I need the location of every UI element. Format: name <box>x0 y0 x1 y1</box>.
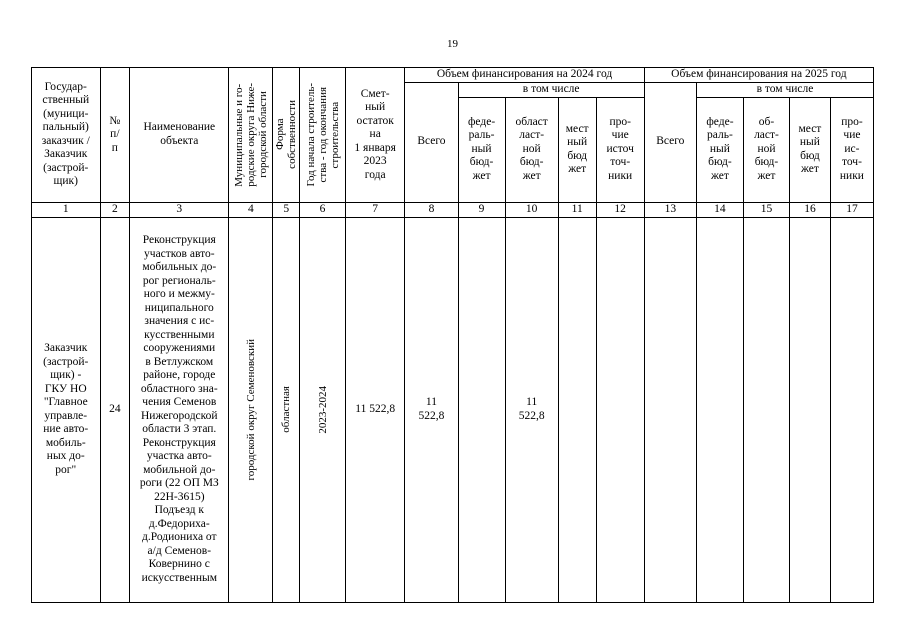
cell-other-2025 <box>830 217 873 602</box>
header-num: № п/ п <box>100 68 130 203</box>
header-years <box>299 68 345 203</box>
column-number: 8 <box>405 202 458 217</box>
header-total-2025: Всего <box>644 82 696 202</box>
column-number: 7 <box>346 202 405 217</box>
column-number: 12 <box>596 202 644 217</box>
cell-municipality-text: городской округ Семеновский <box>244 338 257 481</box>
column-number: 3 <box>130 202 229 217</box>
cell-num: 24 <box>100 217 130 602</box>
header-total-2024: Всего <box>405 82 458 202</box>
header-federal-2024: феде- раль- ный бюд- жет <box>458 97 505 202</box>
cell-ownership-text: областная <box>280 386 293 433</box>
cell-years-text: 2023-2024 <box>316 385 329 434</box>
header-fin-2025: Объем финансирования на 2025 год <box>644 68 873 83</box>
header-object-name: Наименование объекта <box>130 68 229 203</box>
column-number: 6 <box>299 202 345 217</box>
column-number: 14 <box>696 202 743 217</box>
header-estimate: Смет- ный остаток на 1 января 2023 года <box>346 68 405 203</box>
column-number: 5 <box>273 202 300 217</box>
column-number: 17 <box>830 202 873 217</box>
column-number: 11 <box>558 202 596 217</box>
cell-customer: Заказчик (застрой- щик) - ГКУ НО "Главное управле- ние авто- мобиль- ных до- рог" <box>32 217 101 602</box>
cell-local-2024 <box>558 217 596 602</box>
cell-regional-2024: 11 522,8 <box>505 217 558 602</box>
header-regional-2025: об- ласт- ной бюд- жет <box>743 97 789 202</box>
column-number: 13 <box>644 202 696 217</box>
financing-table <box>31 67 874 603</box>
column-number: 10 <box>505 202 558 217</box>
cell-federal-2025 <box>696 217 743 602</box>
header-years-text: Год начала строитель- ства - год окончания строительства <box>304 83 341 187</box>
table-row <box>32 217 874 602</box>
column-number: 9 <box>458 202 505 217</box>
header-federal-2025: феде- раль- ный бюд- жет <box>696 97 743 202</box>
header-local-2024: мест ный бюд жет <box>558 97 596 202</box>
header-regional-2024: област ласт- ной бюд- жет <box>505 97 558 202</box>
column-number: 15 <box>743 202 789 217</box>
cell-object-name: Реконструкция участков авто- мобильных до- рог региональ- ного и межму- ниципального значения с ис- кусственными сооружениями в Ветлужском районе, городе областного зна- чения Семенов Нижегородской области 3 этап. Реконструкция участка авто- мобильной до- роги (22 ОП МЗ 22Н-3615) Подъезд к д.Федориха- д.Родиониха от а/д Семенов- Ковернино с искусственным <box>130 217 229 602</box>
header-local-2025: мест ный бюд жет <box>789 97 830 202</box>
column-number: 4 <box>229 202 273 217</box>
column-number-row <box>32 202 874 217</box>
header-customer: Государ- ственный (муници- пальный) заказчик / Заказчик (застрой- щик) <box>32 68 101 203</box>
cell-other-2024 <box>596 217 644 602</box>
page-number: 19 <box>447 38 458 50</box>
cell-years <box>299 217 345 602</box>
header-including-2025: в том числе <box>696 82 873 97</box>
column-number: 2 <box>100 202 130 217</box>
cell-total-2024: 11 522,8 <box>405 217 458 602</box>
header-other-2024: про- чие источ точ- ники <box>596 97 644 202</box>
cell-ownership <box>273 217 300 602</box>
header-other-2025: про- чие ис- точ- ники <box>830 97 873 202</box>
header-municipality-text: Муниципальные и го- родские округа Ниже- городской области <box>232 82 269 187</box>
header-ownership <box>273 68 300 203</box>
cell-federal-2024 <box>458 217 505 602</box>
column-number: 16 <box>789 202 830 217</box>
header-ownership-text: Форма собственности <box>274 100 299 170</box>
cell-regional-2025 <box>743 217 789 602</box>
header-including-2024: в том числе <box>458 82 644 97</box>
cell-total-2025 <box>644 217 696 602</box>
column-number: 1 <box>32 202 101 217</box>
cell-estimate: 11 522,8 <box>346 217 405 602</box>
header-municipality <box>229 68 273 203</box>
cell-municipality <box>229 217 273 602</box>
header-fin-2024: Объем финансирования на 2024 год <box>405 68 644 83</box>
cell-local-2025 <box>789 217 830 602</box>
